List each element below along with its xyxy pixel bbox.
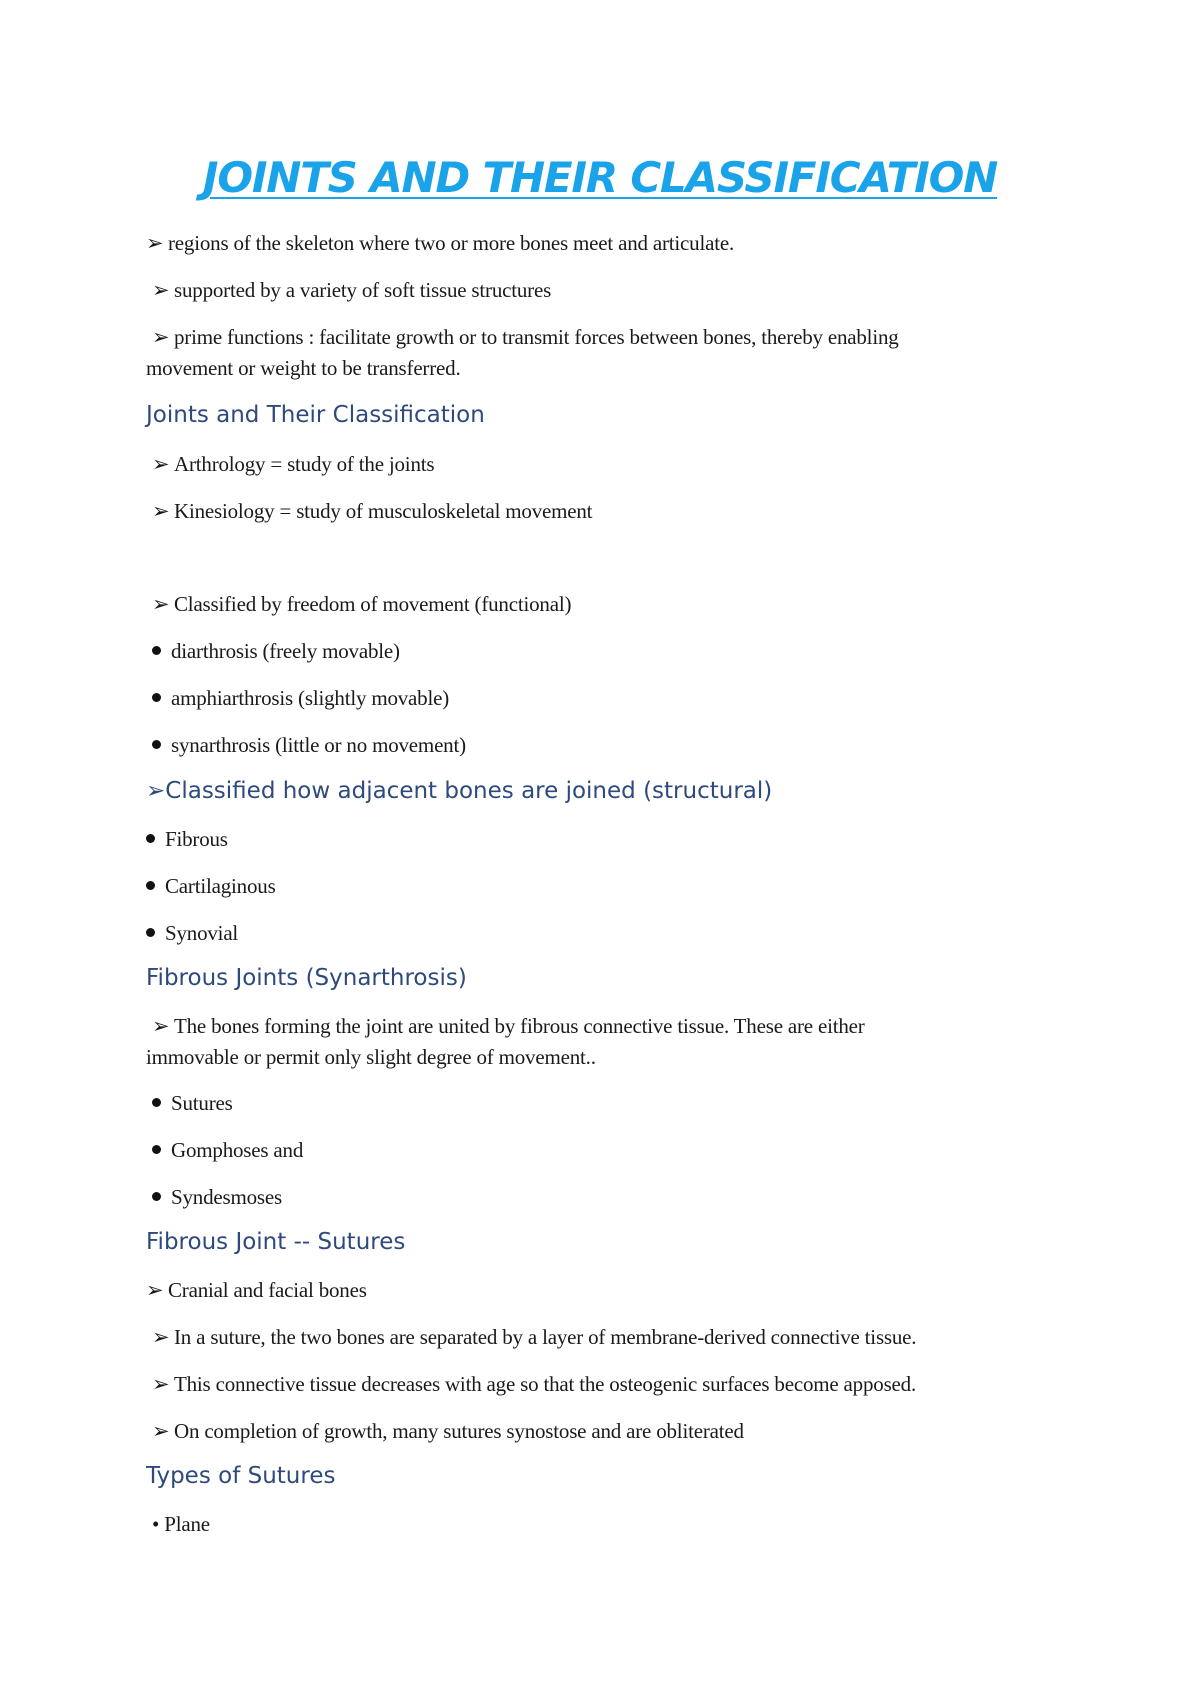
arrow-icon: ➢ [152, 1325, 170, 1349]
bullet-item: Gomphoses and [152, 1137, 303, 1163]
list-item: ➢ Cranial and facial bones [146, 1278, 367, 1302]
bullet-icon [152, 740, 161, 749]
arrow-icon: ➢ [146, 778, 166, 804]
bullet-icon: • [152, 1512, 160, 1536]
bullet-item: Fibrous [146, 826, 228, 852]
arrow-icon: ➢ [152, 1419, 170, 1443]
arrow-icon: ➢ [152, 325, 170, 349]
bullet-item: Sutures [152, 1090, 233, 1116]
arrow-icon: ➢ [152, 452, 170, 476]
list-item: ➢ This connective tissue decreases with age so that the osteogenic surfaces become apposed. [152, 1372, 917, 1396]
bullet-item: diarthrosis (freely movable) [152, 638, 400, 664]
bullet-icon [146, 834, 155, 843]
section-heading: Types of Sutures [146, 1463, 336, 1489]
bullet-item: Synovial [146, 920, 238, 946]
bullet-icon [152, 693, 161, 702]
arrow-icon: ➢ [152, 1372, 170, 1396]
section-heading: Fibrous Joint -- Sutures [146, 1229, 406, 1255]
list-item: ➢ On completion of growth, many sutures synostose and are obliterated [152, 1419, 744, 1443]
bullet-icon [146, 881, 155, 890]
bullet-item: synarthrosis (little or no movement) [152, 732, 466, 758]
section-heading: Joints and Their Classification [146, 402, 485, 428]
bullet-icon [146, 928, 155, 937]
section-heading: ➢Classified how adjacent bones are joined (structural) [146, 778, 773, 804]
intro-item: ➢ supported by a variety of soft tissue structures [152, 278, 552, 302]
arrow-icon: ➢ [152, 499, 170, 523]
arrow-icon: ➢ [152, 1014, 170, 1038]
bullet-icon [152, 1145, 161, 1154]
intro-item-continuation: movement or weight to be transferred. [146, 356, 461, 380]
list-item: ➢ In a suture, the two bones are separated by a layer of membrane-derived connective tissue. [152, 1325, 917, 1349]
arrow-icon: ➢ [146, 1278, 164, 1302]
list-item-continuation: immovable or permit only slight degree of movement.. [146, 1045, 596, 1069]
bullet-icon [152, 646, 161, 655]
list-item: ➢ Kinesiology = study of musculoskeletal movement [152, 499, 593, 523]
intro-item: ➢ regions of the skeleton where two or more bones meet and articulate. [146, 231, 735, 255]
arrow-icon: ➢ [152, 592, 170, 616]
bullet-icon [152, 1098, 161, 1107]
section-heading: Fibrous Joints (Synarthrosis) [146, 965, 467, 991]
arrow-icon: ➢ [152, 278, 170, 302]
bullet-item: amphiarthrosis (slightly movable) [152, 685, 449, 711]
list-item: ➢ Arthrology = study of the joints [152, 452, 435, 476]
page-title: JOINTS AND THEIR CLASSIFICATION [202, 153, 998, 202]
arrow-icon: ➢ [146, 231, 164, 255]
bullet-item: Syndesmoses [152, 1184, 282, 1210]
bullet-icon [152, 1192, 161, 1201]
bullet-item: • Plane [152, 1512, 210, 1536]
list-item: ➢ The bones forming the joint are united by fibrous connective tissue. These are either [152, 1014, 865, 1038]
list-item: ➢ Classified by freedom of movement (functional) [152, 592, 572, 616]
intro-item: ➢ prime functions : facilitate growth or to transmit forces between bones, thereby enabling [152, 325, 899, 349]
bullet-item: Cartilaginous [146, 873, 276, 899]
